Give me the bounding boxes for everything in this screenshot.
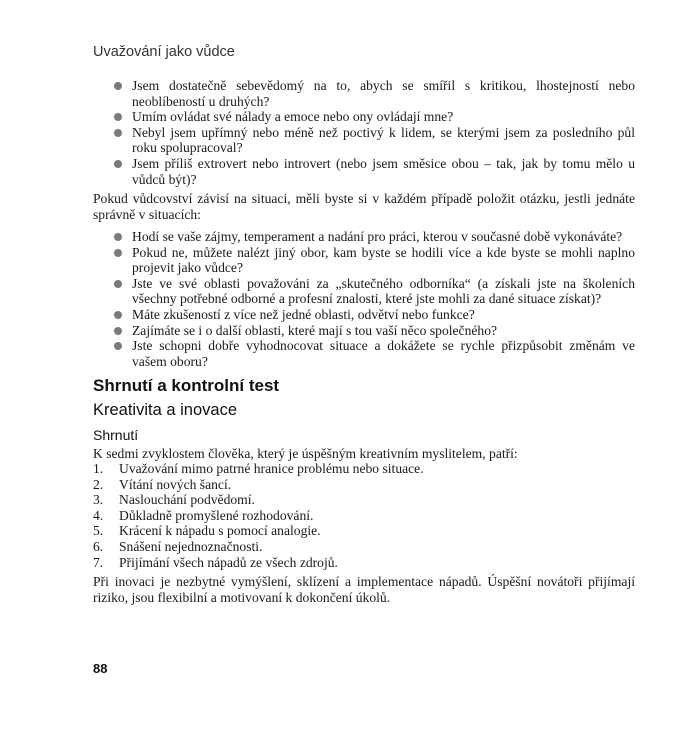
bullet-icon: [114, 327, 122, 335]
list-item: [93, 477, 424, 493]
list-item-text: Nebyl jsem upřímný nebo méně než poctivý k lidem, se kterými jsem za posledního půl roku spolupracoval?: [132, 124, 635, 156]
list-item-text: Zajímáte se i o další oblasti, které mají s tou vaší něco společného?: [132, 322, 498, 338]
paragraph-situational: Pokud vůdcovství závisí na situaci, měli byste si v každém případě položit otázku, jestli jednáte správně v situacích:: [93, 191, 635, 222]
list-item: [110, 307, 635, 323]
running-head: Uvažování jako vůdce: [93, 44, 235, 60]
list-item: [93, 523, 424, 539]
list-item: [93, 555, 424, 571]
summary-heading: Shrnutí: [93, 427, 139, 443]
numbered-list: [93, 461, 424, 570]
paragraph-intro: K sedmi zvyklostem člověka, který je úspěšným kreativním myslitelem, patří:: [93, 446, 518, 461]
question-list-situation: [110, 229, 635, 369]
list-item-text: Přijímání všech nápadů ze všech zdrojů.: [119, 554, 338, 570]
list-item: [110, 245, 635, 276]
list-item-text: Krácení k nápadu s pomocí analogie.: [119, 523, 321, 539]
bullet-icon: [114, 82, 122, 90]
list-item: [110, 338, 635, 369]
bullet-icon: [114, 129, 122, 137]
list-item-text: Jste schopni dobře vyhodnocovat situace a dokážete se rychle přizpůsobit změnám ve vašem oboru?: [132, 338, 635, 369]
bullet-icon: [114, 342, 122, 350]
list-number: 7.: [93, 554, 104, 570]
list-item: [93, 492, 424, 508]
list-item-text: Vítání nových šancí.: [119, 476, 232, 492]
list-item-text: Jsem dostatečně sebevědomý na to, abych se smířil s kritikou, lhostejností nebo neoblíbeností u druhých?: [132, 78, 635, 109]
list-item: [110, 125, 635, 156]
list-item-text: Jste ve své oblasti považováni za „skutečného odborníka“ (a získali jste na školeních všechny potřebné odborné a profesní znalosti, které jste mohli za dané situace získat)?: [132, 275, 635, 307]
list-item: [110, 156, 635, 187]
list-number: 4.: [93, 507, 104, 523]
bullet-icon: [114, 233, 122, 241]
list-item: [110, 78, 635, 109]
list-item: [93, 539, 424, 555]
bullet-icon: [114, 160, 122, 168]
list-item: [110, 323, 635, 339]
list-item: [110, 276, 635, 307]
bullet-icon: [114, 249, 122, 257]
list-number: 3.: [93, 492, 104, 508]
list-item: [110, 109, 635, 125]
subsection-heading: Kreativita a inovace: [93, 401, 237, 419]
list-item-text: Umím ovládat své nálady a emoce nebo ony ovládají mne?: [132, 109, 454, 125]
list-item: [110, 229, 635, 245]
list-number: 5.: [93, 523, 104, 539]
list-item-text: Máte zkušeností z více než jedné oblasti, odvětví nebo funkce?: [132, 306, 475, 322]
list-item-text: Jsem příliš extrovert nebo introvert (nebo jsem směsice obou – tak, jak by tomu mělo u vůdců být)?: [132, 155, 635, 187]
paragraph-innovation: Při inovaci je nezbytné vymýšlení, sklízení a implementace nápadů. Úspěšní novátoři přijímají riziko, jsou flexibilní a motivovaní k dokončení úkolů.: [93, 574, 635, 605]
bullet-icon: [114, 311, 122, 319]
list-item-text: Důkladně promyšlené rozhodování.: [119, 507, 314, 523]
page-number: 88: [93, 661, 108, 676]
bullet-icon: [114, 113, 122, 121]
section-heading: Shrnutí a kontrolní test: [93, 376, 280, 395]
list-item-text: Hodí se vaše zájmy, temperament a nadání pro práci, kterou v současné době vykonáváte?: [132, 229, 623, 244]
bullet-icon: [114, 280, 122, 288]
list-item: [93, 508, 424, 524]
list-item: [93, 461, 424, 477]
list-item-text: Snášení nejednoznačnosti.: [119, 538, 263, 554]
list-number: 1.: [93, 461, 104, 476]
list-number: 2.: [93, 476, 104, 492]
question-list-self: [110, 78, 635, 187]
list-item-text: Uvažování mimo patrné hranice problému nebo situace.: [119, 461, 424, 476]
list-item-text: Naslouchání podvědomí.: [119, 492, 255, 508]
list-item-text: Pokud ne, můžete nalézt jiný obor, kam byste se hodili více a kde byste se mohli naplno projevit jako vůdce?: [132, 244, 635, 276]
list-number: 6.: [93, 538, 104, 554]
